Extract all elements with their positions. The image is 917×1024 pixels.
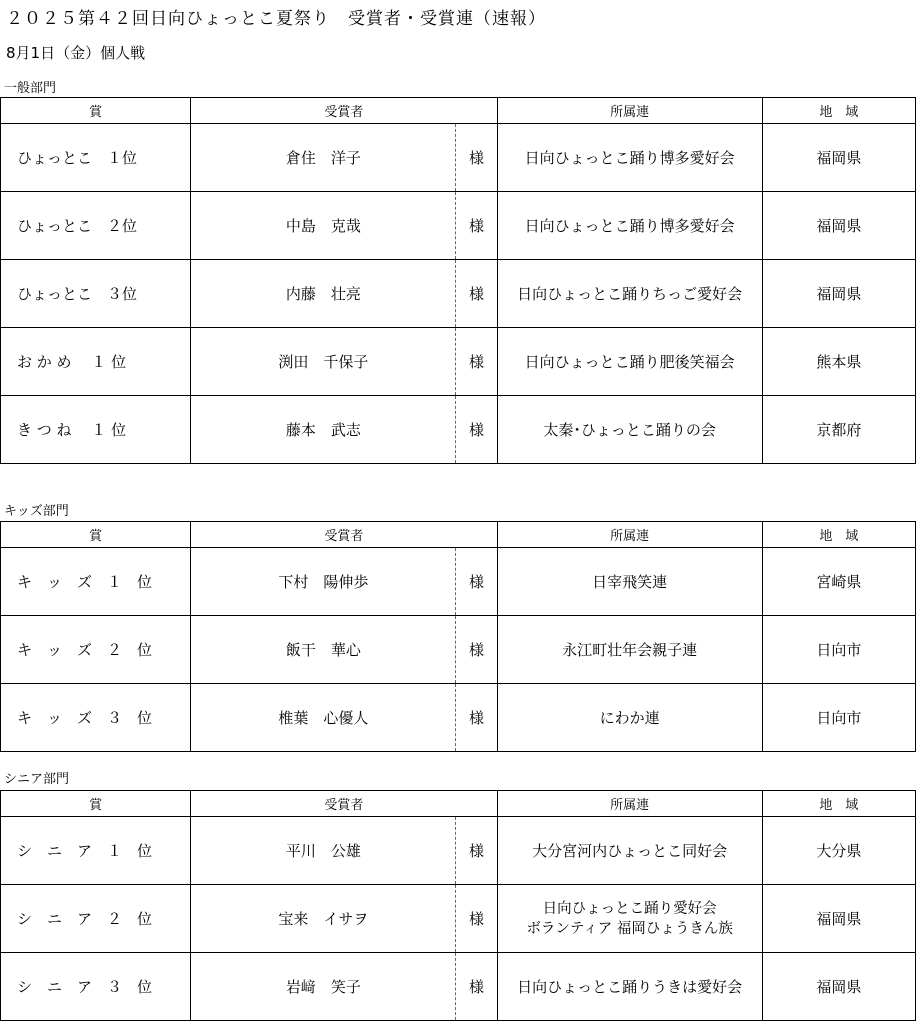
honorific: 様: [456, 548, 497, 616]
recipient-name: 椎葉 心優人: [191, 684, 456, 752]
group-cell: [497, 684, 762, 752]
group-name: にわか連: [599, 708, 660, 727]
header-group: 所属連: [497, 791, 762, 817]
recipient-name: 岩﨑 笑子: [191, 953, 456, 1021]
group-cell: [497, 328, 762, 396]
table-row: [1, 953, 916, 1021]
honorific: 様: [456, 396, 497, 464]
group-name: 日向ひょっとこ踊り愛好会: [542, 900, 717, 917]
prize-cell: キ ッ ズ ３ 位: [1, 684, 191, 752]
prize-cell: シ ニ ア ２ 位: [1, 885, 191, 953]
group-cell: [497, 548, 762, 616]
honorific: 様: [456, 817, 497, 885]
recipient-name: 中島 克哉: [191, 192, 456, 260]
group-cell: [497, 396, 762, 464]
table-row: [1, 396, 916, 464]
table-row: [1, 684, 916, 752]
group-name: 太秦･ひょっとこ踊りの会: [543, 420, 716, 439]
awards-table: [0, 790, 916, 1021]
header-region: 地 域: [762, 522, 915, 548]
prize-cell: キ ッ ズ １ 位: [1, 548, 191, 616]
prize-cell: シ ニ ア ３ 位: [1, 953, 191, 1021]
honorific: 様: [456, 260, 497, 328]
group-name: 日向ひょっとこ踊りちっご愛好会: [517, 284, 743, 303]
table-header-row: [1, 791, 916, 817]
honorific: 様: [456, 885, 497, 953]
table-row: [1, 817, 916, 885]
recipient-name: 渕田 千保子: [191, 328, 456, 396]
page-title: ２０２５第４２回日向ひょっとこ夏祭り 受賞者・受賞連（速報）: [6, 9, 546, 29]
region-cell: 大分県: [762, 817, 915, 885]
region-cell: 日向市: [762, 684, 915, 752]
group-name: 日宰飛笑連: [592, 572, 668, 591]
group-name: 永江町壮年会親子連: [562, 640, 698, 659]
group-cell: [497, 192, 762, 260]
awards-table: [0, 97, 916, 464]
honorific: 様: [456, 124, 497, 192]
table-row: [1, 124, 916, 192]
prize-cell: キ ッ ズ ２ 位: [1, 616, 191, 684]
group-name: 大分宮河内ひょっとこ同好会: [532, 841, 728, 860]
table-row: [1, 328, 916, 396]
recipient-name: 飯干 華心: [191, 616, 456, 684]
honorific: 様: [456, 328, 497, 396]
table-row: [1, 548, 916, 616]
recipient-name: 倉住 洋子: [191, 124, 456, 192]
group-cell: [497, 616, 762, 684]
group-cell: [497, 124, 762, 192]
recipient-name: 宝来 イサヲ: [191, 885, 456, 953]
header-recipient: 受賞者: [191, 791, 497, 817]
header-recipient: 受賞者: [191, 98, 497, 124]
group-cell: [497, 260, 762, 328]
table-row: [1, 616, 916, 684]
table-header-row: [1, 522, 916, 548]
region-cell: 福岡県: [762, 953, 915, 1021]
header-prize: 賞: [1, 522, 191, 548]
region-cell: 福岡県: [762, 192, 915, 260]
prize-cell: ひょっとこ ２位: [1, 192, 191, 260]
group-name: 日向ひょっとこ踊り肥後笑福会: [524, 352, 735, 371]
region-cell: 日向市: [762, 616, 915, 684]
prize-cell: お か め １ 位: [1, 328, 191, 396]
prize-cell: ひょっとこ １位: [1, 124, 191, 192]
header-group: 所属連: [497, 522, 762, 548]
table-row: [1, 260, 916, 328]
group-name: 日向ひょっとこ踊りうきは愛好会: [517, 977, 743, 996]
region-cell: 福岡県: [762, 260, 915, 328]
region-cell: 熊本県: [762, 328, 915, 396]
section-label: 一般部門: [4, 81, 57, 96]
section-label: キッズ部門: [4, 504, 69, 519]
page-subtitle: 8月1日（金）個人戦: [6, 44, 146, 62]
header-prize: 賞: [1, 791, 191, 817]
recipient-name: 下村 陽伸歩: [191, 548, 456, 616]
header-group: 所属連: [497, 98, 762, 124]
table-row: [1, 192, 916, 260]
header-region: 地 域: [762, 98, 915, 124]
table-row: [1, 885, 916, 953]
prize-cell: き つ ね １ 位: [1, 396, 191, 464]
region-cell: 京都府: [762, 396, 915, 464]
header-prize: 賞: [1, 98, 191, 124]
group-cell: [497, 885, 762, 953]
prize-cell: シ ニ ア １ 位: [1, 817, 191, 885]
recipient-name: 平川 公雄: [191, 817, 456, 885]
group-name: ボランティア 福岡ひょうきん族: [526, 920, 733, 937]
recipient-name: 内藤 壮亮: [191, 260, 456, 328]
honorific: 様: [456, 192, 497, 260]
header-recipient: 受賞者: [191, 522, 497, 548]
header-region: 地 域: [762, 791, 915, 817]
section-label: シニア部門: [4, 772, 70, 787]
region-cell: 宮崎県: [762, 548, 915, 616]
honorific: 様: [456, 953, 497, 1021]
region-cell: 福岡県: [762, 885, 915, 953]
honorific: 様: [456, 616, 497, 684]
honorific: 様: [456, 684, 497, 752]
region-cell: 福岡県: [762, 124, 915, 192]
group-cell: [497, 817, 762, 885]
prize-cell: ひょっとこ ３位: [1, 260, 191, 328]
group-cell: [497, 953, 762, 1021]
awards-table: [0, 521, 916, 752]
recipient-name: 藤本 武志: [191, 396, 456, 464]
group-name: 日向ひょっとこ踊り博多愛好会: [524, 216, 735, 235]
group-name: 日向ひょっとこ踊り博多愛好会: [524, 148, 735, 167]
table-header-row: [1, 98, 916, 124]
